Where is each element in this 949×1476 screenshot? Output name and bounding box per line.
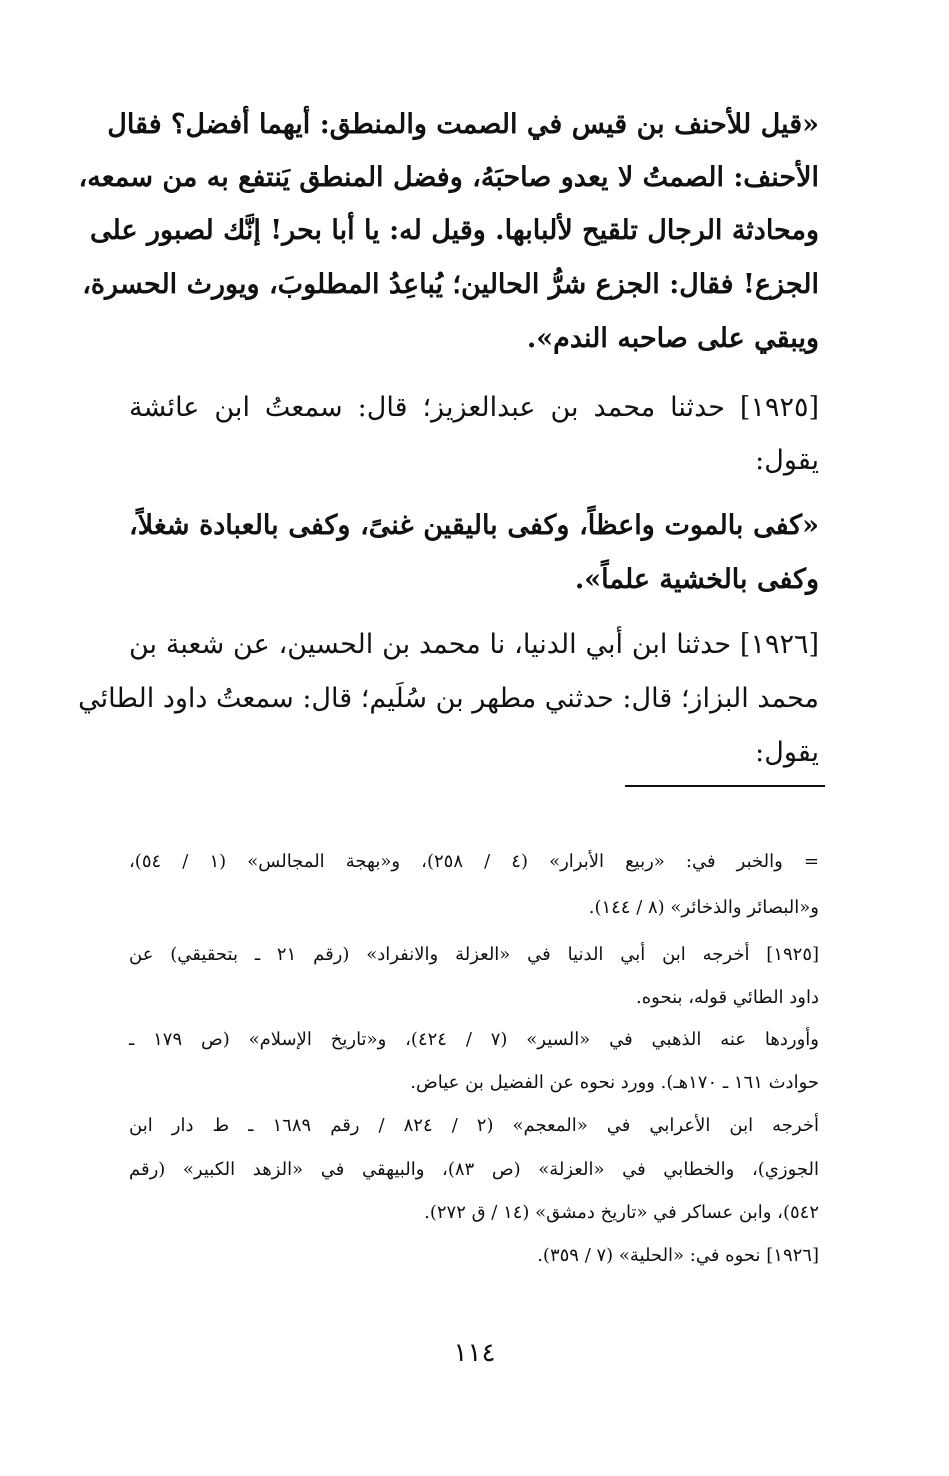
footnote-1925c-line-3: ٥٤٢)، وابن عساكر في «تاريخ دمشق» (١٤ / ق ٢٧٢). bbox=[424, 1202, 819, 1223]
isnad-1925-line-2: يقول: bbox=[755, 445, 819, 476]
quote1-line-5: ويبقي على صاحبه الندم». bbox=[526, 323, 819, 354]
quote1-line-1: «قيل للأحنف بن قيس في الصمت والمنطق: أيهما أفضل؟ فقال bbox=[107, 109, 819, 140]
isnad-1925-line-1: [١٩٢٥] حدثنا محمد بن عبدالعزيز؛ قال: سمعتُ ابن عائشة bbox=[129, 392, 819, 423]
footnote-1925c-line-1: أخرجه ابن الأعرابي في «المعجم» (٢ / ٨٢٤ / رقم ١٦٨٩ ـ ط دار ابن bbox=[129, 1115, 819, 1136]
page-number: ١١٤ bbox=[453, 1338, 496, 1368]
footnote-continuation-line-2: و«البصائر والذخائر» (٨ / ١٤٤). bbox=[588, 897, 819, 918]
footnote-1926: [١٩٢٦] نحوه في: «الحلية» (٧ / ٣٥٩). bbox=[537, 1245, 819, 1266]
footnote-continuation-line-1: = والخبر في: «ربيع الأبرار» (٤ / ٢٥٨)، و«بهجة المجالس» (١ / ٥٤)، bbox=[129, 851, 820, 872]
footnote-1925-line-2: داود الطائي قوله، بنحوه. bbox=[636, 987, 819, 1008]
quote2-line-1: «كفى بالموت واعظاً، وكفى باليقين غنىً، وكفى بالعبادة شغلاً، bbox=[129, 510, 819, 541]
footnote-1925b-line-2: حوادث ١٦١ ـ ١٧٠هـ). وورد نحوه عن الفضيل بن عياض. bbox=[410, 1072, 819, 1093]
quote1-line-4: الجزع! فقال: الجزع شرُّ الحالين؛ يُباعِدُ المطلوبَ، ويورث الحسرة، bbox=[82, 269, 819, 300]
quote1-line-3: ومحادثة الرجال تلقيح لألبابها. وقيل له: يا أبا بحر! إنَّك لصبور على bbox=[90, 215, 819, 246]
isnad-1926-line-2: محمد البزاز؛ قال: حدثني مطهر بن سُلَيم؛ قال: سمعتُ داود الطائي bbox=[78, 683, 819, 714]
quote2-line-2: وكفى بالخشية علماً». bbox=[574, 564, 819, 595]
footnote-separator bbox=[625, 785, 825, 787]
isnad-1926-line-3: يقول: bbox=[755, 737, 819, 768]
quote1-line-2: الأحنف: الصمتُ لا يعدو صاحبَهُ، وفضل المنطق يَنتفع به من سمعه، bbox=[78, 162, 819, 193]
footnote-1925b-line-1: وأوردها عنه الذهبي في «السير» (٧ / ٤٢٤)، و«تاريخ الإسلام» (ص ١٧٩ ـ bbox=[129, 1029, 819, 1050]
footnote-1925-line-1: [١٩٢٥] أخرجه ابن أبي الدنيا في «العزلة والانفراد» (رقم ٢١ ـ بتحقيقي) عن bbox=[129, 944, 820, 965]
isnad-1926-line-1: [١٩٢٦] حدثنا ابن أبي الدنيا، نا محمد بن الحسين، عن شعبة بن bbox=[129, 629, 819, 660]
footnote-1925c-line-2: الجوزي)، والخطابي في «العزلة» (ص ٨٣)، والبيهقي في «الزهد الكبير» (رقم bbox=[129, 1159, 819, 1180]
